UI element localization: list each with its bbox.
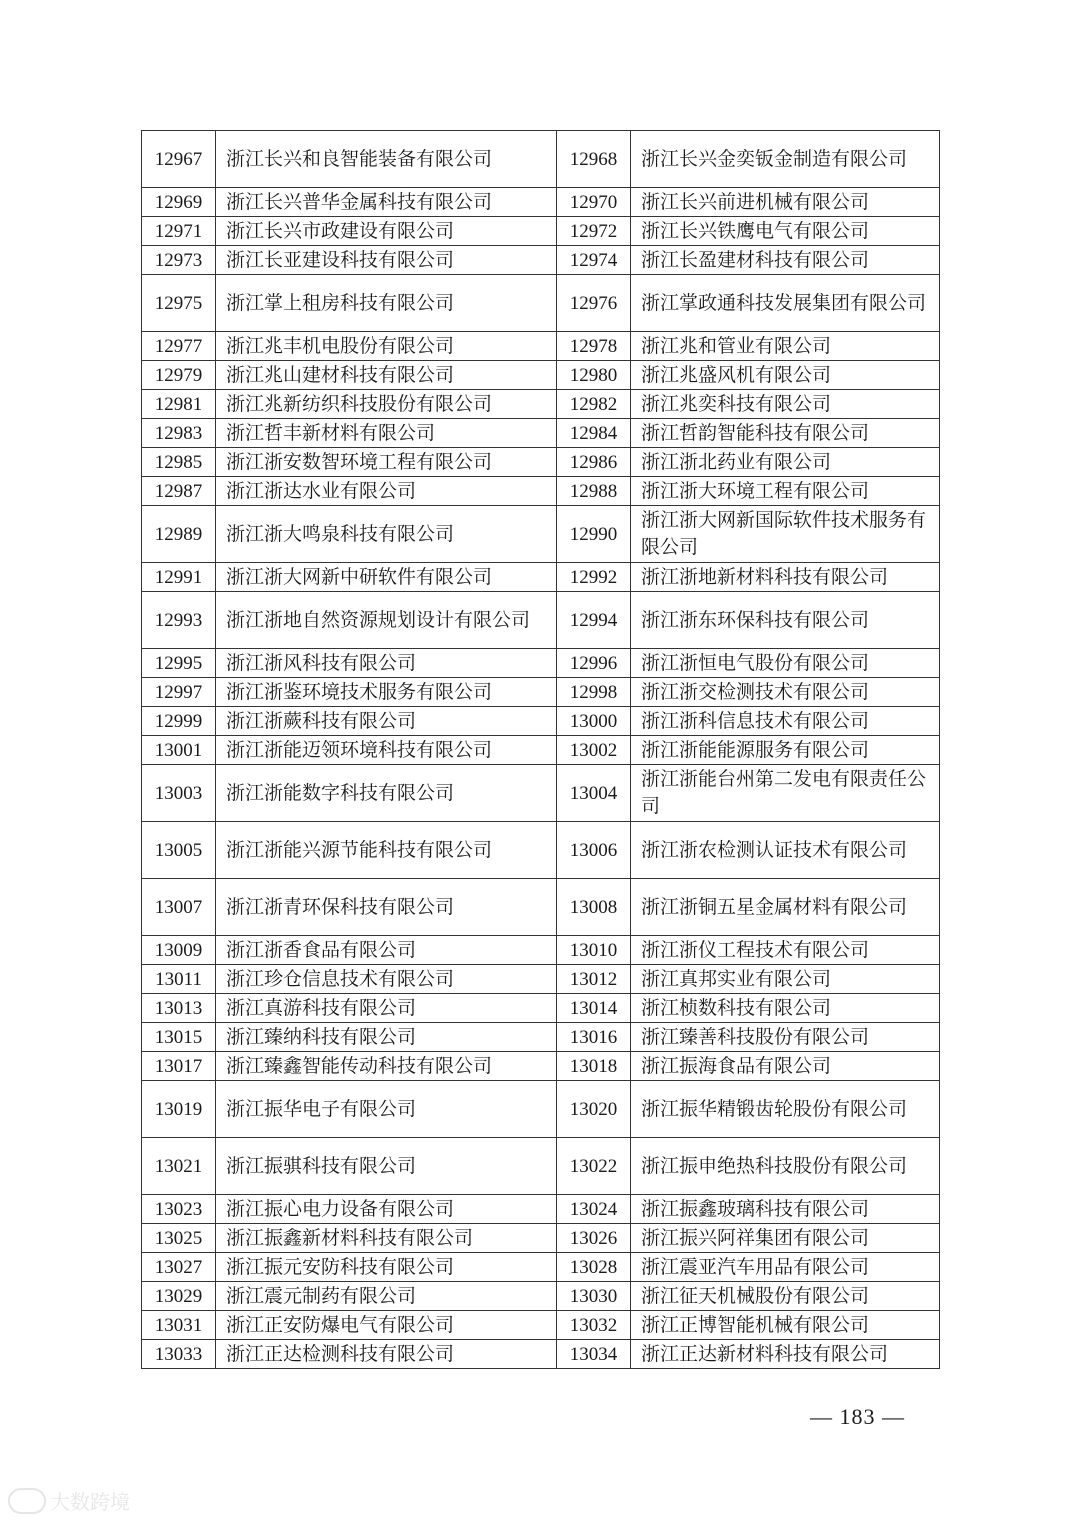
company-name-cell: 浙江掌政通科技发展集团有限公司: [631, 275, 940, 332]
watermark-text: 大数跨境: [50, 1490, 130, 1514]
company-name-cell: 浙江振骐科技有限公司: [216, 1138, 557, 1195]
serial-number-cell: 12985: [142, 448, 216, 477]
company-name-cell: 浙江振鑫玻璃科技有限公司: [631, 1195, 940, 1224]
watermark: [8, 1486, 130, 1515]
serial-number-cell: 12984: [557, 419, 631, 448]
company-name-cell: 浙江臻善科技股份有限公司: [631, 1023, 940, 1052]
company-name-cell: 浙江长兴普华金属科技有限公司: [216, 188, 557, 217]
company-name-cell: 浙江振华电子有限公司: [216, 1081, 557, 1138]
table-row: [142, 1311, 940, 1340]
serial-number-cell: 12978: [557, 332, 631, 361]
company-name-cell: 浙江浙能能源服务有限公司: [631, 736, 940, 765]
company-name-cell: 浙江浙香食品有限公司: [216, 936, 557, 965]
serial-number-cell: 12980: [557, 361, 631, 390]
serial-number-cell: 13032: [557, 1311, 631, 1340]
serial-number-cell: 12971: [142, 217, 216, 246]
serial-number-cell: 12982: [557, 390, 631, 419]
company-name-cell: 浙江珍仓信息技术有限公司: [216, 965, 557, 994]
company-name-cell: 浙江正博智能机械有限公司: [631, 1311, 940, 1340]
company-name-cell: 浙江兆奕科技有限公司: [631, 390, 940, 419]
company-name-cell: 浙江正达检测科技有限公司: [216, 1340, 557, 1369]
serial-number-cell: 13019: [142, 1081, 216, 1138]
serial-number-cell: 13034: [557, 1340, 631, 1369]
company-name-cell: 浙江长亚建设科技有限公司: [216, 246, 557, 275]
serial-number-cell: 13016: [557, 1023, 631, 1052]
company-name-cell: 浙江浙能兴源节能科技有限公司: [216, 822, 557, 879]
serial-number-cell: 13029: [142, 1282, 216, 1311]
company-name-cell: 浙江振鑫新材料科技有限公司: [216, 1224, 557, 1253]
serial-number-cell: 12974: [557, 246, 631, 275]
serial-number-cell: 12981: [142, 390, 216, 419]
company-name-cell: 浙江兆盛风机有限公司: [631, 361, 940, 390]
company-name-cell: 浙江长兴铁鹰电气有限公司: [631, 217, 940, 246]
company-name-cell: 浙江正安防爆电气有限公司: [216, 1311, 557, 1340]
serial-number-cell: 13020: [557, 1081, 631, 1138]
table-row: [142, 879, 940, 936]
table-row: [142, 765, 940, 822]
company-name-cell: 浙江浙农检测认证技术有限公司: [631, 822, 940, 879]
company-name-cell: 浙江浙能迈领环境科技有限公司: [216, 736, 557, 765]
company-name-cell: 浙江振兴阿祥集团有限公司: [631, 1224, 940, 1253]
company-name-cell: 浙江臻纳科技有限公司: [216, 1023, 557, 1052]
serial-number-cell: 12973: [142, 246, 216, 275]
serial-number-cell: 12969: [142, 188, 216, 217]
company-name-cell: 浙江长盈建材科技有限公司: [631, 246, 940, 275]
serial-number-cell: 13024: [557, 1195, 631, 1224]
company-name-cell: 浙江浙大网新国际软件技术服务有限公司: [631, 506, 940, 563]
company-name-cell: 浙江浙安数智环境工程有限公司: [216, 448, 557, 477]
page-number: — 183 —: [810, 1404, 905, 1429]
company-name-cell: 浙江哲韵智能科技有限公司: [631, 419, 940, 448]
table-row: [142, 448, 940, 477]
company-name-cell: 浙江浙鉴环境技术服务有限公司: [216, 678, 557, 707]
serial-number-cell: 12987: [142, 477, 216, 506]
table-row: [142, 678, 940, 707]
serial-number-cell: 13005: [142, 822, 216, 879]
company-name-cell: 浙江浙大环境工程有限公司: [631, 477, 940, 506]
company-name-cell: 浙江浙能数字科技有限公司: [216, 765, 557, 822]
serial-number-cell: 13027: [142, 1253, 216, 1282]
serial-number-cell: 12999: [142, 707, 216, 736]
company-name-cell: 浙江浙交检测技术有限公司: [631, 678, 940, 707]
company-name-cell: 浙江浙仪工程技术有限公司: [631, 936, 940, 965]
table-row: [142, 419, 940, 448]
table-row: [142, 1138, 940, 1195]
company-name-cell: 浙江浙达水业有限公司: [216, 477, 557, 506]
company-name-cell: 浙江哲丰新材料有限公司: [216, 419, 557, 448]
table-row: [142, 563, 940, 592]
company-name-cell: 浙江浙大网新中研软件有限公司: [216, 563, 557, 592]
company-list-table: [141, 130, 940, 1369]
company-name-cell: 浙江浙青环保科技有限公司: [216, 879, 557, 936]
serial-number-cell: 12995: [142, 649, 216, 678]
serial-number-cell: 13026: [557, 1224, 631, 1253]
company-name-cell: 浙江浙地新材料科技有限公司: [631, 563, 940, 592]
serial-number-cell: 13002: [557, 736, 631, 765]
serial-number-cell: 12988: [557, 477, 631, 506]
table-row: [142, 332, 940, 361]
table-row: [142, 361, 940, 390]
serial-number-cell: 12994: [557, 592, 631, 649]
serial-number-cell: 12997: [142, 678, 216, 707]
serial-number-cell: 13011: [142, 965, 216, 994]
serial-number-cell: 13000: [557, 707, 631, 736]
serial-number-cell: 13015: [142, 1023, 216, 1052]
company-name-cell: 浙江振申绝热科技股份有限公司: [631, 1138, 940, 1195]
serial-number-cell: 13001: [142, 736, 216, 765]
table-row: [142, 188, 940, 217]
company-name-cell: 浙江浙地自然资源规划设计有限公司: [216, 592, 557, 649]
serial-number-cell: 12989: [142, 506, 216, 563]
table-row: [142, 390, 940, 419]
table-row: [142, 217, 940, 246]
company-list-table-wrap: [141, 130, 939, 1369]
company-name-cell: 浙江长兴前进机械有限公司: [631, 188, 940, 217]
serial-number-cell: 12976: [557, 275, 631, 332]
company-name-cell: 浙江振海食品有限公司: [631, 1052, 940, 1081]
serial-number-cell: 13009: [142, 936, 216, 965]
serial-number-cell: 13012: [557, 965, 631, 994]
company-name-cell: 浙江浙大鸣泉科技有限公司: [216, 506, 557, 563]
company-name-cell: 浙江浙铜五星金属材料有限公司: [631, 879, 940, 936]
table-row: [142, 477, 940, 506]
company-name-cell: 浙江征天机械股份有限公司: [631, 1282, 940, 1311]
table-row: [142, 1340, 940, 1369]
company-name-cell: 浙江振元安防科技有限公司: [216, 1253, 557, 1282]
serial-number-cell: 13008: [557, 879, 631, 936]
company-name-cell: 浙江长兴市政建设有限公司: [216, 217, 557, 246]
table-row: [142, 936, 940, 965]
company-name-cell: 浙江掌上租房科技有限公司: [216, 275, 557, 332]
serial-number-cell: 13033: [142, 1340, 216, 1369]
serial-number-cell: 13010: [557, 936, 631, 965]
serial-number-cell: 12993: [142, 592, 216, 649]
serial-number-cell: 13006: [557, 822, 631, 879]
company-name-cell: 浙江兆丰机电股份有限公司: [216, 332, 557, 361]
table-row: [142, 707, 940, 736]
serial-number-cell: 12996: [557, 649, 631, 678]
table-row: [142, 131, 940, 188]
company-name-cell: 浙江震元制药有限公司: [216, 1282, 557, 1311]
company-name-cell: 浙江浙恒电气股份有限公司: [631, 649, 940, 678]
company-name-cell: 浙江浙能台州第二发电有限责任公司: [631, 765, 940, 822]
table-row: [142, 246, 940, 275]
serial-number-cell: 12972: [557, 217, 631, 246]
serial-number-cell: 12967: [142, 131, 216, 188]
serial-number-cell: 13007: [142, 879, 216, 936]
serial-number-cell: 13031: [142, 1311, 216, 1340]
serial-number-cell: 13004: [557, 765, 631, 822]
company-name-cell: 浙江臻鑫智能传动科技有限公司: [216, 1052, 557, 1081]
company-name-cell: 浙江长兴金奕钣金制造有限公司: [631, 131, 940, 188]
table-body: [142, 131, 940, 1369]
serial-number-cell: 12992: [557, 563, 631, 592]
serial-number-cell: 12975: [142, 275, 216, 332]
company-name-cell: 浙江振心电力设备有限公司: [216, 1195, 557, 1224]
company-name-cell: 浙江兆山建材科技有限公司: [216, 361, 557, 390]
company-name-cell: 浙江振华精锻齿轮股份有限公司: [631, 1081, 940, 1138]
serial-number-cell: 13013: [142, 994, 216, 1023]
table-row: [142, 1052, 940, 1081]
serial-number-cell: 13025: [142, 1224, 216, 1253]
company-name-cell: 浙江浙风科技有限公司: [216, 649, 557, 678]
company-name-cell: 浙江真邦实业有限公司: [631, 965, 940, 994]
serial-number-cell: 13021: [142, 1138, 216, 1195]
company-name-cell: 浙江浙东环保科技有限公司: [631, 592, 940, 649]
table-row: [142, 1195, 940, 1224]
table-row: [142, 506, 940, 563]
serial-number-cell: 12991: [142, 563, 216, 592]
company-name-cell: 浙江正达新材料科技有限公司: [631, 1340, 940, 1369]
company-name-cell: 浙江浙科信息技术有限公司: [631, 707, 940, 736]
serial-number-cell: 12979: [142, 361, 216, 390]
serial-number-cell: 12970: [557, 188, 631, 217]
company-name-cell: 浙江浙蕨科技有限公司: [216, 707, 557, 736]
serial-number-cell: 12977: [142, 332, 216, 361]
table-row: [142, 822, 940, 879]
watermark-logo-icon: [8, 1488, 46, 1514]
table-row: [142, 736, 940, 765]
table-row: [142, 1253, 940, 1282]
serial-number-cell: 13014: [557, 994, 631, 1023]
serial-number-cell: 12986: [557, 448, 631, 477]
serial-number-cell: 13030: [557, 1282, 631, 1311]
company-name-cell: 浙江长兴和良智能装备有限公司: [216, 131, 557, 188]
company-name-cell: 浙江桢数科技有限公司: [631, 994, 940, 1023]
company-name-cell: 浙江兆新纺织科技股份有限公司: [216, 390, 557, 419]
serial-number-cell: 12983: [142, 419, 216, 448]
table-row: [142, 1224, 940, 1253]
serial-number-cell: 13017: [142, 1052, 216, 1081]
table-row: [142, 994, 940, 1023]
serial-number-cell: 12968: [557, 131, 631, 188]
table-row: [142, 1282, 940, 1311]
serial-number-cell: 13003: [142, 765, 216, 822]
table-row: [142, 1081, 940, 1138]
company-name-cell: 浙江兆和管业有限公司: [631, 332, 940, 361]
serial-number-cell: 13018: [557, 1052, 631, 1081]
table-row: [142, 965, 940, 994]
serial-number-cell: 12990: [557, 506, 631, 563]
serial-number-cell: 13023: [142, 1195, 216, 1224]
serial-number-cell: 13028: [557, 1253, 631, 1282]
table-row: [142, 592, 940, 649]
table-row: [142, 275, 940, 332]
company-name-cell: 浙江震亚汽车用品有限公司: [631, 1253, 940, 1282]
table-row: [142, 1023, 940, 1052]
company-name-cell: 浙江浙北药业有限公司: [631, 448, 940, 477]
serial-number-cell: 13022: [557, 1138, 631, 1195]
serial-number-cell: 12998: [557, 678, 631, 707]
company-name-cell: 浙江真游科技有限公司: [216, 994, 557, 1023]
table-row: [142, 649, 940, 678]
